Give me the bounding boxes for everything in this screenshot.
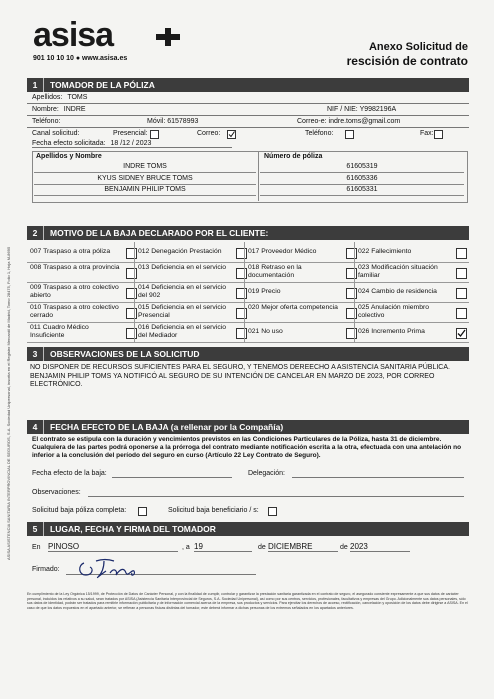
reason-checkbox[interactable] (346, 308, 357, 319)
reason-checkbox[interactable] (456, 308, 467, 319)
reason-row-divider (27, 262, 469, 263)
solicitud-completa-label: Solicitud baja póliza completa: (32, 507, 127, 514)
reason-label: 021 No uso (248, 328, 283, 335)
reason-col-divider (244, 242, 245, 342)
reason-checkbox[interactable] (346, 328, 357, 339)
apellidos-row: Apellidos: TOMS (27, 92, 469, 104)
nombre-row: Nombre: INDRE NIF / NIE: Y9982196A (27, 104, 469, 116)
section-3-header: 3 OBSERVACIONES DE LA SOLICITUD (27, 347, 469, 361)
fecha-efecto-row: Fecha efecto solicitada: 18 /12 / 2023 (32, 140, 232, 148)
telefono-checkbox[interactable] (345, 130, 354, 139)
section-2-header: 2 MOTIVO DE LA BAJA DECLARADO POR EL CLIENTE: (27, 226, 469, 240)
correo-value[interactable]: indre.toms@gmail.com (328, 118, 401, 125)
reason-label: 020 Mejor oferta competencia (248, 304, 338, 311)
reason-row-divider (27, 342, 469, 343)
table-row-policy[interactable]: 61605319 (260, 162, 464, 173)
reason-checkbox[interactable] (236, 248, 247, 259)
reason-checkbox[interactable] (236, 308, 247, 319)
contacto-row: Teléfono: Móvil: 61578993 Correo-e: indre.toms@gmail.com (27, 116, 469, 128)
observaciones-text[interactable]: NO DISPONER DE RECURSOS SUFICIENTES PARA EL SEGURO, Y TENEMOS DEREECHO A ASISTENCIA SANITARIA PÚBLICA. BENJAMIN PHILIP TOMS YA NOTIFICÓ AL SEGURO DE SU INTENCIÓN DE CANCELAR EN MARZO DE 2023, POR CORREO ELECTRÓNICO. (30, 364, 450, 388)
fecha-a-label: , a (182, 544, 190, 551)
reason-label: 012 Denegación Prestación (138, 248, 222, 255)
solicitud-beneficiario-label: Solicitud baja beneficiario / s: (168, 507, 259, 514)
document-title-line2: rescisión de contrato (346, 54, 468, 68)
check-icon (457, 329, 466, 338)
reason-col-divider (134, 242, 135, 342)
reason-checkbox[interactable] (236, 288, 247, 299)
section-4-header: 4 FECHA EFECTO DE LA BAJA (a rellenar por la Compañía) (27, 420, 469, 434)
nif-value[interactable]: Y9982196A (359, 106, 397, 113)
fecha-baja-field[interactable] (112, 477, 232, 478)
de-label: de (258, 544, 266, 551)
section-1-header: 1 TOMADOR DE LA PÓLIZA (27, 78, 469, 92)
solicitud-beneficiario-checkbox[interactable] (268, 507, 277, 516)
fecha-efecto-value[interactable]: 18 /12 / 2023 (110, 140, 152, 147)
presencial-checkbox[interactable] (150, 130, 159, 139)
table-row-name[interactable]: BENJAMIN PHILIP TOMS (34, 185, 256, 196)
signature-image (74, 555, 144, 581)
reason-row-divider (27, 302, 469, 303)
reason-label: 013 Deficiencia en el servicio (138, 264, 227, 271)
delegacion-field[interactable] (292, 477, 464, 478)
table-row-policy[interactable]: 61605336 (260, 174, 464, 185)
section-5-header: 5 LUGAR, FECHA Y FIRMA DEL TOMADOR (27, 522, 469, 536)
de2-label: de (340, 544, 348, 551)
reason-checkbox[interactable] (346, 268, 357, 279)
reason-checkbox[interactable] (236, 268, 247, 279)
reason-row-divider (27, 282, 469, 283)
reason-label: 014 Deficiencia en el servicio del 902 (138, 284, 227, 299)
reason-checkbox[interactable] (456, 268, 467, 279)
reason-checkbox[interactable] (126, 288, 137, 299)
reason-checkbox[interactable] (126, 268, 137, 279)
col-numero-poliza: Número de póliza (264, 153, 323, 160)
fax-checkbox[interactable] (434, 130, 443, 139)
table-divider (258, 151, 259, 201)
solicitud-completa-checkbox[interactable] (138, 507, 147, 516)
fecha-baja-label: Fecha efecto de la baja: (32, 470, 107, 477)
reason-label: 022 Fallecimiento (358, 248, 412, 255)
side-legal-text: ASISA ASISTENCIA SANITARIA INTERPROVINCIAL DE SEGUROS, S.A. Sociedad Unipersonal, inscrita en el Registro Mercantil de Madrid, Tomo 28475, Folio 1, Hoja M-8695 (6, 246, 11, 560)
document-title-line1: Anexo Solicitud de (368, 41, 468, 53)
observaciones-label: Observaciones: (32, 489, 81, 496)
firmado-label: Firmado: (32, 566, 60, 573)
reason-checkbox[interactable] (346, 248, 357, 259)
correo-checkbox[interactable] (227, 130, 236, 139)
reason-checkbox[interactable] (126, 328, 137, 339)
section-4-notice: El contrato se estipula con la duración y vencimientos previstos en las Condiciones Particulares de la Póliza, hasta 31 de diciembre. Cualquiera de las partes podrá oponerse a la prórroga del contrato mediante notificación escrita a la otra, efectuada con una antelación no inferior a la conclusión del período del seguro en curso (Artículo 22 Ley Contrato de Seguro). (32, 436, 462, 459)
reason-checkbox[interactable] (456, 288, 467, 299)
reason-checkbox[interactable] (456, 248, 467, 259)
reason-label: 024 Cambio de residencia (358, 288, 437, 295)
col-apellidos-nombre: Apellidos y Nombre (36, 153, 102, 160)
reason-label: 018 Retraso en la documentación (248, 264, 302, 279)
table-row-policy[interactable]: 61605331 (260, 185, 464, 196)
nombre-value[interactable]: INDRE (63, 106, 86, 113)
lugar-field[interactable]: PINOSO (48, 542, 178, 552)
reason-label: 025 Anulación miembro colectivo (358, 304, 430, 319)
observaciones-field[interactable] (88, 496, 464, 497)
lugar-en-label: En (32, 544, 41, 551)
table-row-name[interactable]: KYUS SIDNEY BRUCE TOMS (34, 174, 256, 185)
reason-checkbox[interactable] (346, 288, 357, 299)
reason-label: 016 Deficiencia en el servicio del Mediador (138, 324, 227, 339)
asisa-logo: asisa (33, 16, 114, 54)
reason-label: 015 Deficiencia en el servicio Presencial (138, 304, 227, 319)
reason-checkbox[interactable] (126, 248, 137, 259)
reason-label: 026 Incremento Prima (358, 328, 425, 335)
phone-website: 901 10 10 10 ● www.asisa.es (33, 55, 128, 62)
legal-fine-print: En cumplimiento de la Ley Orgánica 15/1999, de Protección de Datos de Carácter Personal, y con la finalidad de cumplir, controlar y garantizar la prestación sanitaria garantizada en el contrato de seguro, el asegurado consiente expresamente a que sus datos de carácter personal, incluidos los relativos a su salud, sean tratados por ASISA (Asistencia Sanitaria Interprovincial de Seguros, S.A. Sociedad Unipersonal), así como por sus centros, servicios, profesionales, facultativos y empresas del Grupo. Adicionalmente sus datos personales, sólo sus datos de identidad, podrán ser tratados para remitirle información publicitaria y de información comercial acerca de la empresa, sus productos y servicios. Para ejercitar los derechos de acceso, rectificación, cancelación y oposición de los datos debe dirigirse a ASISA. En el caso de que los datos expuestos en el apartado anterior, se refieran a personas físicas distintas del tomador, este deberá informar a dichas personas de los extremos señalados en los apartados anteriores. (27, 592, 468, 610)
reason-label: 011 Cuadro Médico Insuficiente (30, 324, 89, 339)
mes-field[interactable]: DICIEMBRE (268, 542, 338, 552)
reason-col-divider (354, 242, 355, 342)
reason-label: 019 Precio (248, 288, 281, 295)
dia-field[interactable]: 19 (194, 542, 252, 552)
reason-label: 009 Traspaso a otro colectivo abierto (30, 284, 119, 299)
reason-row-divider (27, 322, 469, 323)
reason-checkbox[interactable] (456, 328, 467, 339)
reason-label: 010 Traspaso a otro colectivo cerrado (30, 304, 119, 319)
asisa-cross-icon (156, 28, 180, 46)
apellidos-value[interactable]: TOMS (67, 94, 88, 101)
movil-value[interactable]: 61578993 (167, 118, 199, 125)
reason-checkbox[interactable] (236, 328, 247, 339)
reason-checkbox[interactable] (126, 308, 137, 319)
ano-field[interactable]: 2023 (350, 542, 410, 552)
reason-label: 007 Traspaso a otra póliza (30, 248, 111, 255)
table-row-name[interactable]: INDRE TOMS (34, 162, 256, 173)
reason-label: 023 Modificación situación familiar (358, 264, 438, 279)
reason-label: 008 Traspaso a otra provincia (30, 264, 120, 271)
reason-label: 017 Proveedor Médico (248, 248, 317, 255)
delegacion-label: Delegación: (248, 470, 285, 477)
canal-row: Canal solicitud: Presencial: Correo: Teléfono: Fax: (27, 128, 469, 139)
